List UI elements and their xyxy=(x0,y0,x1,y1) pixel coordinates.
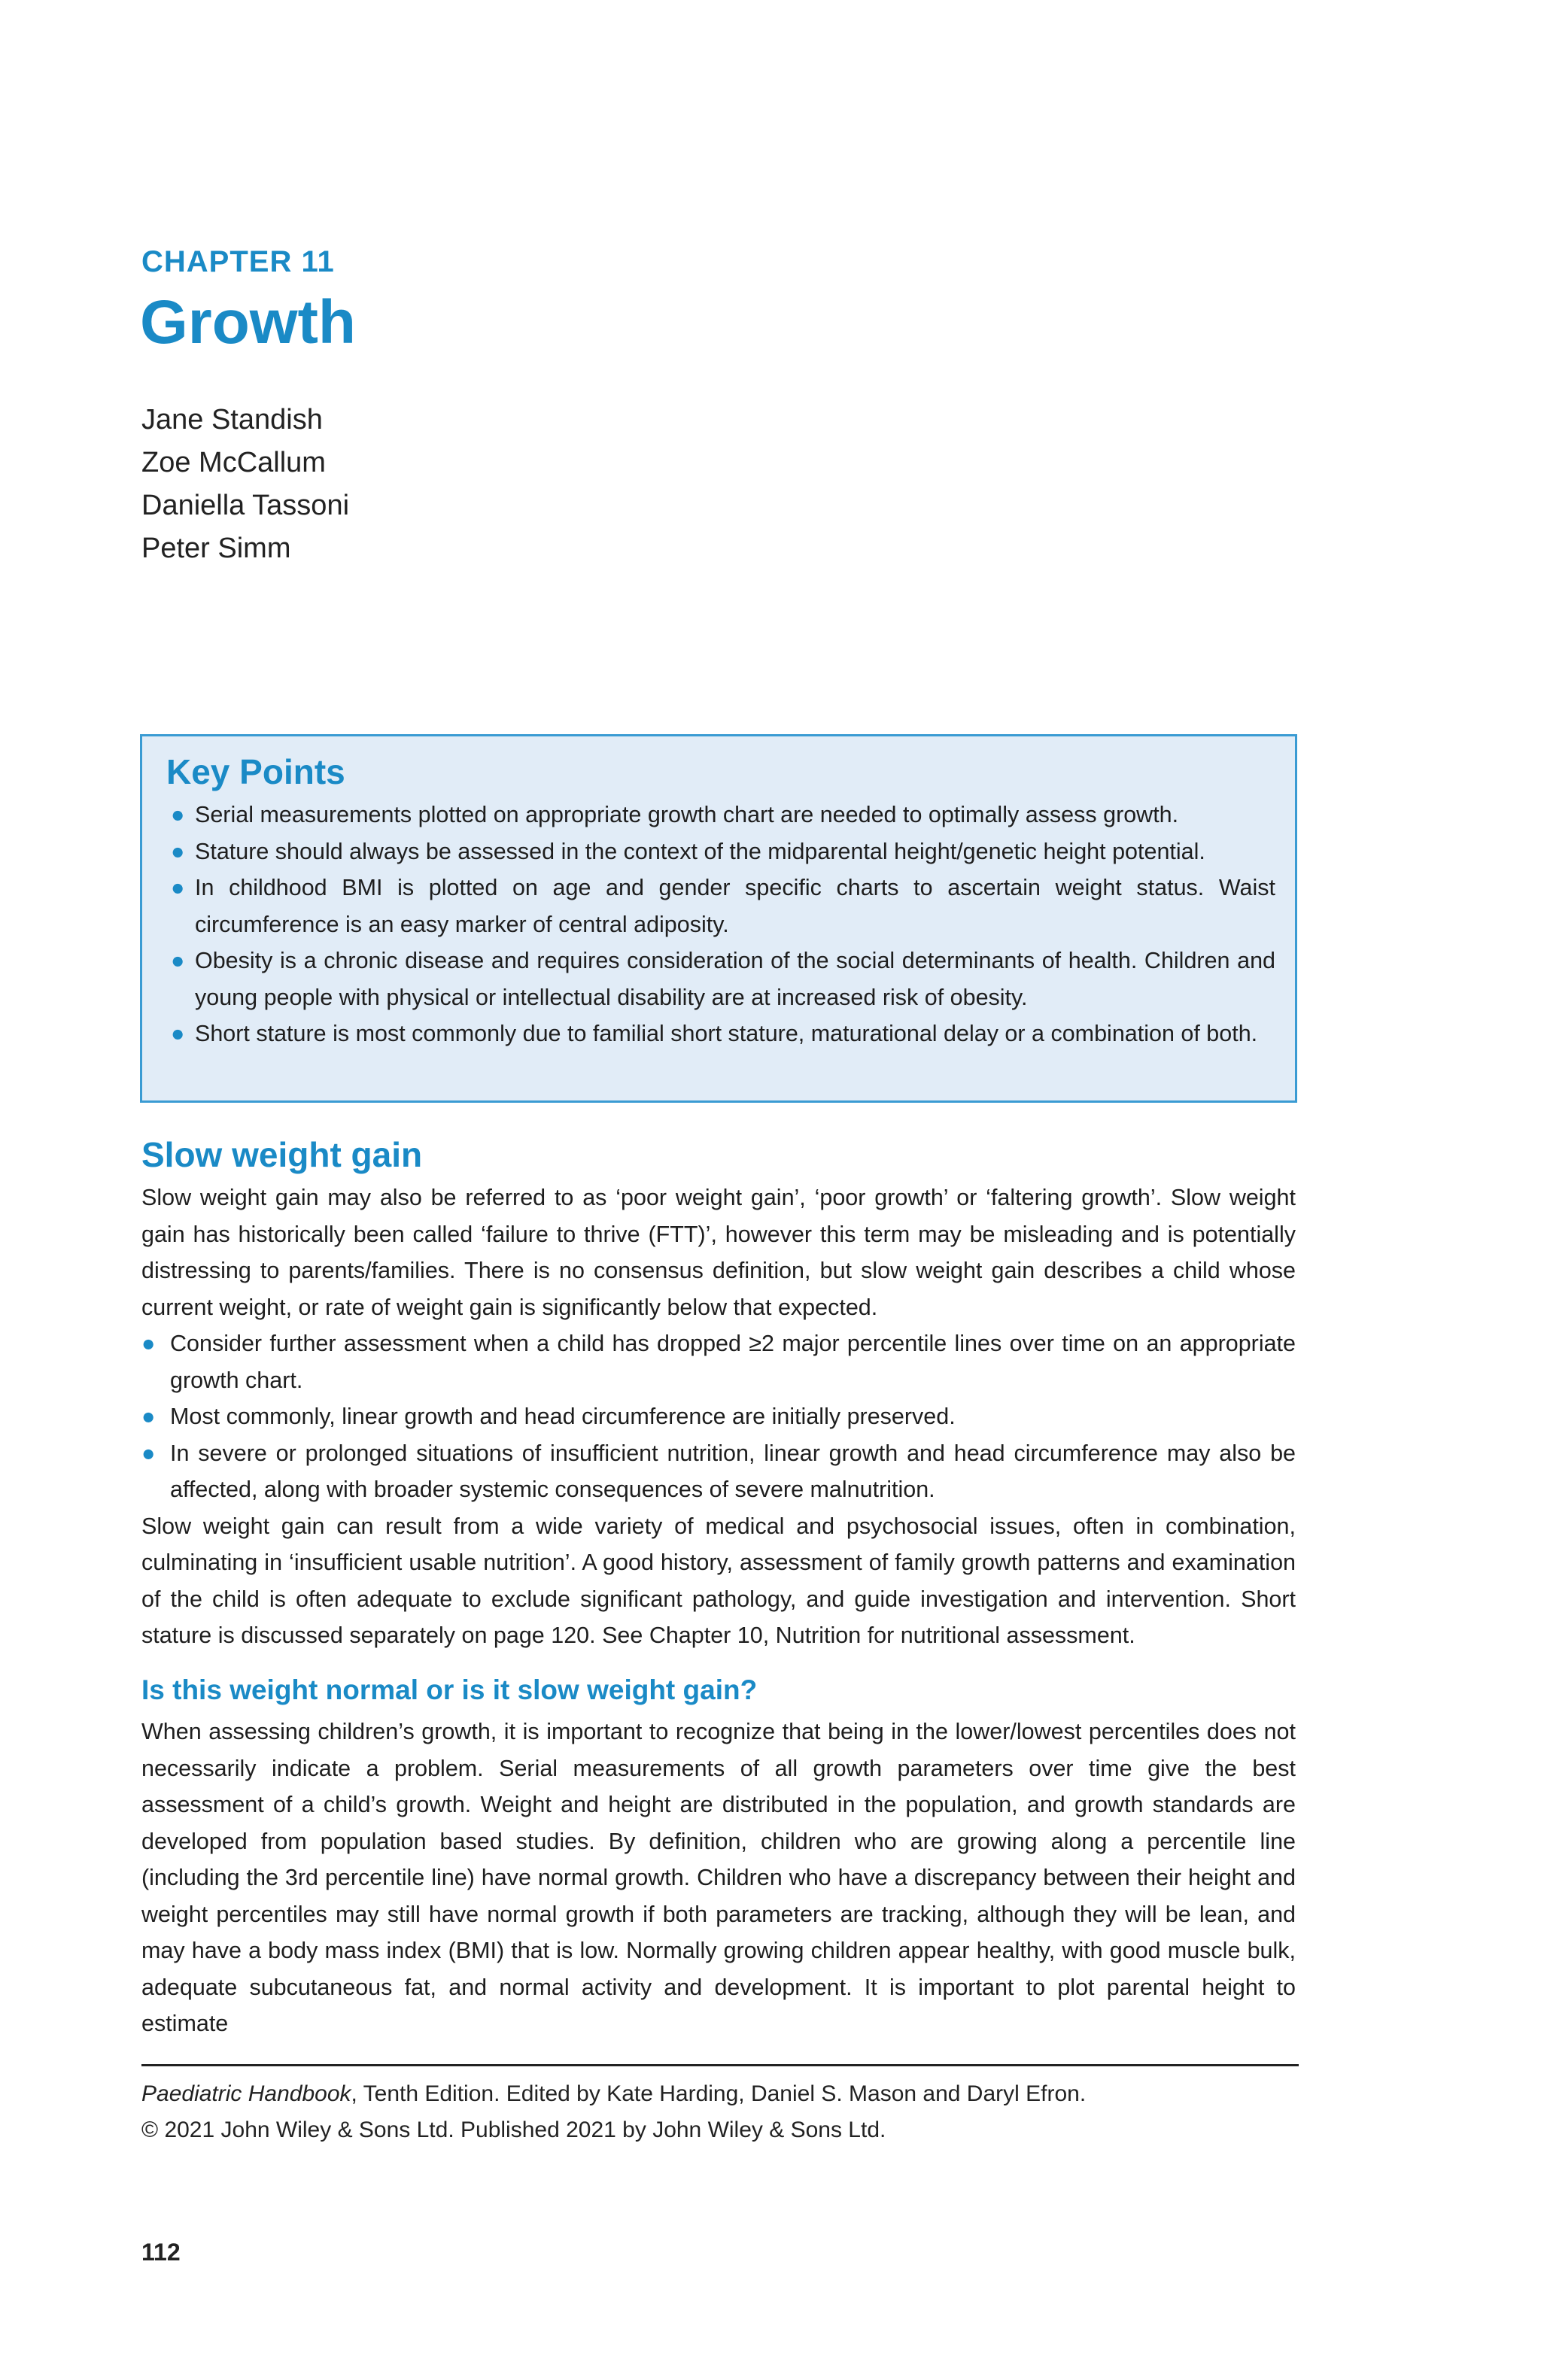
bullet-list xyxy=(141,1325,1296,1508)
bullet-icon: ● xyxy=(171,838,185,864)
bullet-icon: ● xyxy=(171,948,185,973)
section-heading: Slow weight gain xyxy=(141,1135,423,1174)
bullet-icon: ● xyxy=(141,1331,156,1356)
section-body xyxy=(141,1179,1296,1654)
bullet-icon: ● xyxy=(171,1021,185,1046)
author-name: Daniella Tassoni xyxy=(141,490,350,521)
key-points-title: Key Points xyxy=(166,752,345,791)
key-point-item: ● Obesity is a chronic disease and requires consideration of the social determinants of health. Children and young people with physical or intellectual disability are at increased risk of obesity. xyxy=(166,943,1275,1015)
subsection-body xyxy=(141,1714,1296,2042)
footer-citation xyxy=(141,2076,1086,2148)
chapter-label: CHAPTER 11 xyxy=(141,245,335,278)
paragraph: When assessing children’s growth, it is important to recognize that being in the lower/lowest percentiles does not necessarily indicate a problem. Serial measurements of all growth parameters over time give the best assessment of a child’s growth. Weight and height are distributed in the population, and growth standards are developed from population based studies. By definition, children who are growing along a percentile line (including the 3rd percentile line) have normal growth. Children who have a discrepancy between their height and weight percentiles may still have normal growth if both parameters are tracking, although they will be lean, and may have a body mass index (BMI) that is low. Normally growing children appear healthy, with good muscle bulk, adequate subcutaneous fat, and normal activity and development. It is important to plot parental height to estimate xyxy=(141,1719,1296,2036)
author-name: Peter Simm xyxy=(141,533,291,564)
list-item: ● In severe or prolonged situations of insufficient nutrition, linear growth and head circumference may also be affected, along with broader systemic consequences of severe malnutrition. xyxy=(141,1435,1296,1508)
bullet-icon: ● xyxy=(171,802,185,827)
list-item: ● Consider further assessment when a child has dropped ≥2 major percentile lines over time on an appropriate growth chart. xyxy=(141,1325,1296,1398)
key-points-box xyxy=(140,734,1297,1103)
page-number: 112 xyxy=(141,2239,181,2266)
subsection-heading: Is this weight normal or is it slow weight gain? xyxy=(141,1674,758,1705)
key-point-item: ● In childhood BMI is plotted on age and gender specific charts to ascertain weight status. Waist circumference is an easy marker of central adiposity. xyxy=(166,870,1275,943)
paragraph: Slow weight gain may also be referred to as ‘poor weight gain’, ‘poor growth’ or ‘faltering growth’. Slow weight gain has historically been called ‘failure to thrive (FTT)’, however this term may be misleading and is potentially distressing to parents/families. There is no consensus definition, but slow weight gain describes a child whose current weight, or rate of weight gain is significantly below that expected. xyxy=(141,1185,1296,1320)
key-point-item: ● Stature should always be assessed in the context of the midparental height/genetic height potential. xyxy=(166,833,1275,870)
book-title: Paediatric Handbook xyxy=(141,2081,351,2106)
key-point-item: ● Serial measurements plotted on appropriate growth chart are needed to optimally assess growth. xyxy=(166,797,1275,833)
copyright-line: © 2021 John Wiley & Sons Ltd. Published 2021 by John Wiley & Sons Ltd. xyxy=(141,2117,886,2142)
list-item: ● Most commonly, linear growth and head circumference are initially preserved. xyxy=(141,1398,1296,1435)
key-point-item: ● Short stature is most commonly due to familial short stature, maturational delay or a combination of both. xyxy=(166,1015,1275,1052)
bullet-icon: ● xyxy=(141,1440,156,1466)
author-name: Jane Standish xyxy=(141,404,323,436)
paragraph: Slow weight gain can result from a wide variety of medical and psychosocial issues, often in combination, culminating in ‘insufficient usable nutrition’. A good history, assessment of family growth patterns and examination of the child is often adequate to exclude significant pathology, and guide investigation and intervention. Short stature is discussed separately on page 120. See Chapter 10, Nutrition for nutritional assessment. xyxy=(141,1513,1296,1648)
bullet-icon: ● xyxy=(171,875,185,900)
footer-divider xyxy=(141,2064,1299,2066)
citation-line: Paediatric Handbook, Tenth Edition. Edited by Kate Harding, Daniel S. Mason and Daryl Efron. xyxy=(141,2081,1087,2106)
author-name: Zoe McCallum xyxy=(141,447,326,478)
key-points-list xyxy=(166,797,1275,1052)
chapter-title: Growth xyxy=(140,288,356,357)
author-list xyxy=(141,399,349,570)
bullet-icon: ● xyxy=(141,1404,156,1429)
